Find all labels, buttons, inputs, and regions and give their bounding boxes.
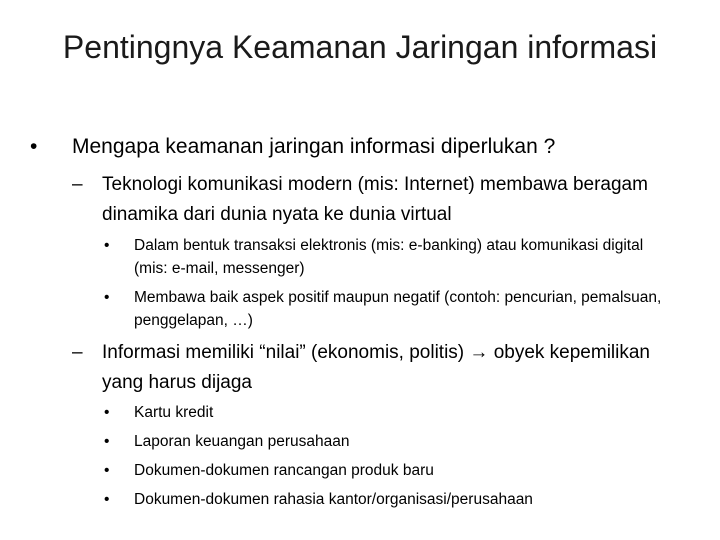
bullet-marker: •	[104, 404, 110, 421]
bullet-marker: •	[30, 135, 38, 158]
sub-sub-bullet-text: Dalam bentuk transaksi elektronis (mis: e-banking) atau komunikasi digital (mis: e-mail, messenger)	[134, 237, 644, 277]
bullet-marker: •	[104, 237, 110, 254]
bullet-marker: •	[104, 462, 110, 479]
slide-title: Pentingnya Keamanan Jaringan informasi	[62, 29, 658, 65]
dash-marker: –	[72, 342, 83, 363]
sub-bullet-text: Informasi memiliki “nilai” (ekonomis, politis) → obyek kepemilikan yang harus dijaga	[102, 342, 650, 393]
list-item	[104, 401, 664, 424]
list-item-text: Dokumen-dokumen rahasia kantor/organisasi/perusahaan	[134, 491, 533, 508]
sub-bullet-information-value	[72, 338, 682, 398]
bullet-level1	[30, 132, 690, 162]
list-item-text: Dokumen-dokumen rancangan produk baru	[134, 462, 434, 479]
sub-sub-bullet-text: Membawa baik aspek positif maupun negatif (contoh: pencurian, pemalsuan, penggelapan, …)	[134, 289, 662, 329]
bullet-marker: •	[104, 433, 110, 450]
list-item	[104, 430, 664, 453]
list-item-text: Kartu kredit	[134, 404, 214, 421]
list-item	[104, 459, 664, 482]
bullet-marker: •	[104, 491, 110, 508]
sub-sub-bullet	[104, 234, 664, 280]
sub-bullet-text: Teknologi komunikasi modern (mis: Internet) membawa beragam dinamika dari dunia nyata ke dunia virtual	[102, 174, 648, 225]
sub-sub-bullet	[104, 286, 664, 332]
bullet-text: Mengapa keamanan jaringan informasi diperlukan ?	[72, 135, 556, 158]
sub-bullet-technology	[72, 170, 682, 230]
list-item-text: Laporan keuangan perusahaan	[134, 433, 350, 450]
list-item	[104, 488, 664, 511]
bullet-marker: •	[104, 289, 110, 306]
dash-marker: –	[72, 174, 83, 195]
